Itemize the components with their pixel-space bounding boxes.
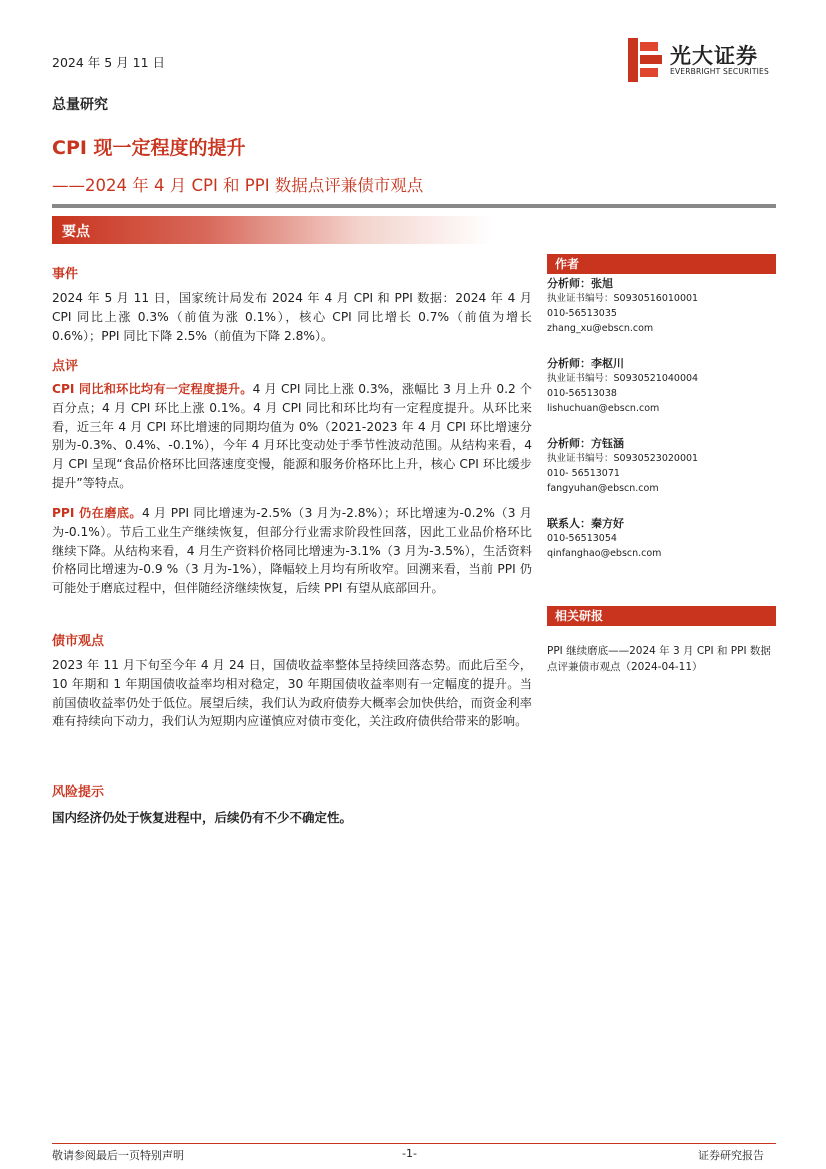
bond-heading: 债市观点 [52,634,105,649]
author-phone: 010- 56513071 [547,468,620,479]
risk-heading: 风险提示 [52,785,105,800]
related-report-link[interactable]: PPI 继续磨底——2024 年 3 月 CPI 和 PPI 数据点评兼债市观点（2024-04-11） [547,645,771,673]
event-heading: 事件 [52,267,79,282]
contact-phone: 010-56513054 [547,533,617,544]
related-banner-label: 相关研报 [547,606,776,626]
author-card [547,356,776,416]
report-category: 总量研究 [52,97,108,113]
event-paragraph: 2024 年 5 月 11 日，国家统计局发布 2024 年 4 月 CPI 和 PPI 数据：2024 年 4 月 CPI 同比上涨 0.3%（前值为涨 0.1%），核心 CPI 同比增长 0.7%（前值为增长 0.6%）；PPI 同比下降 2.5%（前值为下降 2.8%）。 [52,291,532,343]
key-points-banner [52,216,492,244]
company-logo [626,38,776,82]
author-card [547,276,776,336]
author-cert: 执业证书编号：S0930523020001 [547,453,699,464]
contact-name: 联系人：秦方好 [547,517,624,530]
authors-banner-label: 作者 [547,254,776,274]
title-divider [52,204,776,208]
author-email: fangyuhan@ebscn.com [547,483,659,494]
cpi-lead: CPI 同比和环比均有一定程度提升。 [52,382,253,396]
comment-heading: 点评 [52,359,79,374]
contact-card [547,516,776,561]
logo-english-name: EVERBRIGHT SECURITIES [670,67,769,76]
risk-paragraph: 国内经济仍处于恢复进程中，后续仍有不少不确定性。 [52,810,353,825]
footer-disclaimer: 敬请参阅最后一页特别声明 [52,1149,184,1162]
author-email: zhang_xu@ebscn.com [547,323,654,334]
author-cert: 执业证书编号：S0930521040004 [547,373,699,384]
footer-report-type: 证券研究报告 [698,1149,764,1162]
author-name: 分析师：李枢川 [547,357,624,370]
logo-chinese-name: 光大证券 [670,44,758,68]
related-banner [547,606,776,626]
report-subtitle: ——2024 年 4 月 CPI 和 PPI 数据点评兼债市观点 [52,176,424,195]
contact-email: qinfanghao@ebscn.com [547,548,662,559]
bond-paragraph: 2023 年 11 月下旬至今年 4 月 24 日，国债收益率整体呈持续回落态势。而此后至今，10 年期和 1 年期国债收益率均相对稳定，30 年期国债收益率则有一定幅度的提升。当前国债收益率仍处于低位。展望后续，我们认为政府债券大概率会加快供给，而资金利率难有持续向下动力，我们认为短期内应谨慎应对债市变化，关注政府债供给带来的影响。 [52,658,532,729]
authors-banner [547,254,776,274]
ppi-text: 4 月 PPI 同比增速为-2.5%（3 月为-2.8%）；环比增速为-0.2%（3 月为-0.1%）。节后工业生产继续恢复，但部分行业需求阶段性回落，因此工业品价格环比继续下降。从结构来看，4 月生产资料价格同比增速为-3.1%（3 月为-3.5%），生活资料价格同比增速为-0.9 %（3 月为-1%），降幅较上月均有所收窄。回溯来看，当前 PPI 仍可能处于磨底过程中，但伴随经济继续恢复，后续 PPI 有望从底部回升。 [52,506,532,596]
ppi-paragraph [52,504,532,598]
footer-divider [52,1143,776,1144]
key-points-label: 要点 [62,224,90,240]
page-number: -1- [402,1147,417,1160]
ppi-lead: PPI 仍在磨底。 [52,506,142,520]
report-title: CPI 现一定程度的提升 [52,137,246,159]
report-date: 2024 年 5 月 11 日 [52,55,166,70]
author-name: 分析师：方钰涵 [547,437,624,450]
author-phone: 010-56513038 [547,388,617,399]
author-email: lishuchuan@ebscn.com [547,403,660,414]
author-card [547,436,776,496]
author-name: 分析师：张旭 [547,277,613,290]
everbright-logo-icon [626,38,664,82]
author-cert: 执业证书编号：S0930516010001 [547,293,699,304]
author-phone: 010-56513035 [547,308,617,319]
cpi-text: 4 月 CPI 同比上涨 0.3%，涨幅比 3 月上升 0.2 个百分点；4 月 CPI 环比上涨 0.1%。4 月 CPI 同比和环比均有一定程度提升。从环比来看，近三年 4 月 CPI 环比增速的同期均值为 0%（2021-2023 年 4 月 CPI 环比增速分别为-0.3%、0.4%、-0.1%），今年 4 月环比变动处于季节性波动范围。从结构来看，4 月 CPI 呈现“食品价格环比回落速度变慢，能源和服务价格环比上升，核心 CPI 环比缓步提升”等特点。 [52,382,532,490]
cpi-paragraph [52,380,532,493]
